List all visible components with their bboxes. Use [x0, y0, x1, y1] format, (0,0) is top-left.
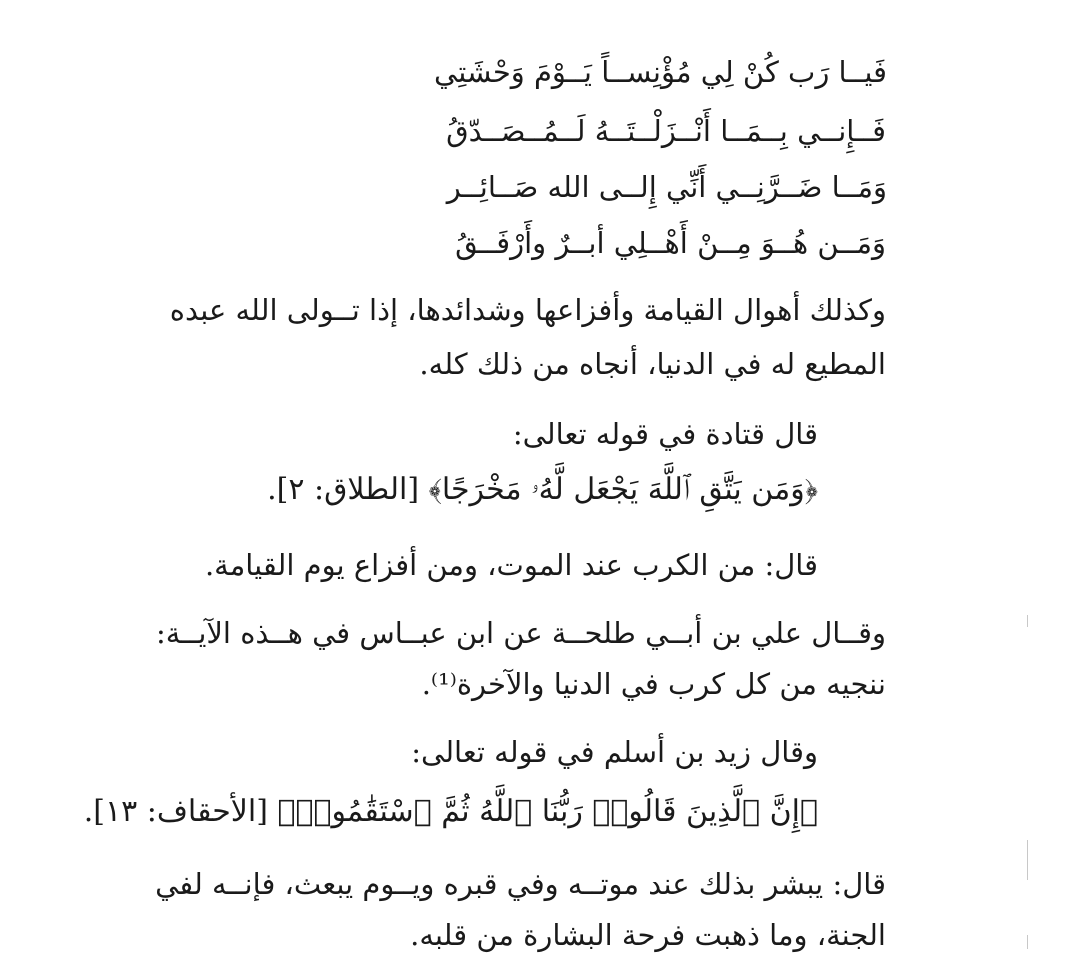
- scan-gutter-mark: [1027, 840, 1028, 880]
- quran-verse-ahqaf: ﴿إِنَّ ٱلَّذِينَ قَالُوا۟ رَبُّنَا ٱللَّهُ ثُمَّ ٱسْتَقَٰمُوا۟﴾ [الأحقاف: ١٣].: [83, 794, 818, 829]
- paragraph-1-line-2: المطيع له في الدنيا، أنجاه من ذلك كله.: [419, 347, 886, 381]
- paragraph-4-line-2: ننجيه من كل كرب في الدنيا والآخرة⁽¹⁾.: [421, 667, 886, 701]
- poem-line-3: وَمَــا ضَــرَّنِــي أَنِّي إِلــى الله صَــائِــر: [446, 170, 887, 204]
- paragraph-2-line-1: قال قتادة في قوله تعالى:: [512, 417, 818, 451]
- poem-line-2: فَــإِنــي بِــمَــا أَنْــزَلْــتَــهُ لَــمُــصَــدّقُ: [446, 114, 886, 148]
- paragraph-1-line-1: وكذلك أهوال القيامة وأفزاعها وشدائدها، إذا تــولى الله عبده: [169, 293, 886, 327]
- paragraph-6-line-1: قال: يبشر بذلك عند موتــه وفي قبره ويــوم يبعث، فإنــه لفي: [155, 867, 886, 901]
- quran-verse-talaq: ﴿وَمَن يَتَّقِ ٱللَّهَ يَجْعَل لَّهُۥ مَخْرَجًا﴾ [الطلاق: ٢].: [267, 472, 818, 507]
- scan-gutter-mark: [1027, 615, 1028, 627]
- paragraph-3-line-1: قال: من الكرب عند الموت، ومن أفزاع يوم القيامة.: [204, 548, 818, 582]
- poem-line-1: فَيــا رَب كُنْ لِي مُؤْنِســاً يَــوْمَ وَحْشَتِي: [434, 55, 887, 89]
- paragraph-6-line-2: الجنة، وما ذهبت فرحة البشارة من قلبه.: [410, 918, 886, 952]
- scan-gutter-mark: [1027, 935, 1028, 949]
- paragraph-5-line-1: وقال زيد بن أسلم في قوله تعالى:: [411, 735, 818, 769]
- poem-line-4: وَمَــن هُــوَ مِــنْ أَهْــلِي أبــرٌ وأَرْفَــقُ: [455, 226, 886, 260]
- paragraph-4-line-1: وقــال علي بن أبــي طلحــة عن ابن عبــاس في هــذه الآيــة:: [156, 616, 886, 650]
